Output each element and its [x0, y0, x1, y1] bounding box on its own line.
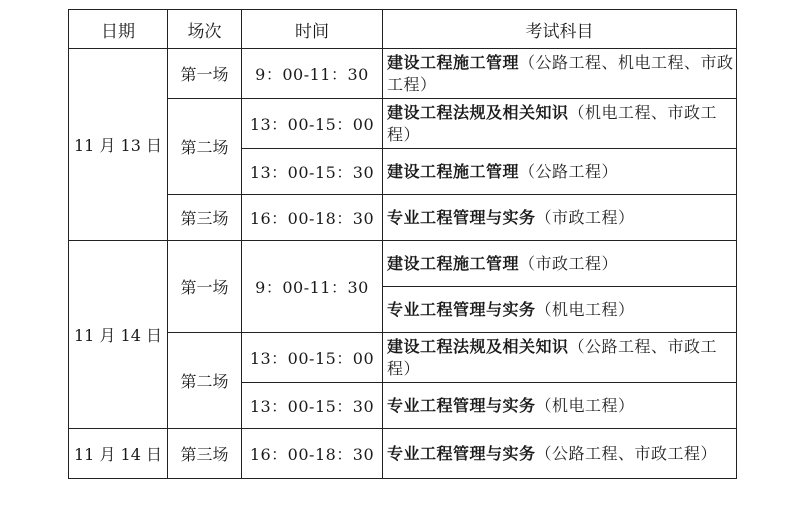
subject-cell — [383, 195, 737, 241]
subject-scope: （市政工程） — [535, 207, 635, 227]
subject-name: 建设工程法规及相关知识 — [387, 336, 569, 356]
time-cell: 13：00-15：00 — [242, 333, 383, 383]
subject-name: 建设工程法规及相关知识 — [387, 102, 569, 122]
subject-name: 专业工程管理与实务 — [387, 207, 536, 227]
subject-name: 建设工程施工管理 — [387, 161, 520, 181]
subject-cell — [383, 333, 737, 383]
time-cell: 9：00-11：30 — [242, 49, 383, 99]
date-cell: 11 月 13 日 — [69, 49, 168, 241]
header-date: 日期 — [69, 10, 168, 49]
header-session: 场次 — [168, 10, 242, 49]
date-cell: 11 月 14 日 — [69, 241, 168, 429]
subject-cell — [383, 49, 737, 99]
subject-scope: （公路工程） — [519, 161, 619, 181]
subject-scope: （公路工程、机电工程、市政工程） — [387, 52, 734, 94]
subject-cell — [383, 383, 737, 429]
subject-name: 专业工程管理与实务 — [387, 443, 536, 463]
session-cell: 第二场 — [168, 333, 242, 429]
table-row — [69, 241, 737, 287]
date-cell: 11 月 14 日 — [69, 429, 168, 479]
subject-cell — [383, 429, 737, 479]
subject-scope: （机电工程、市政工程） — [387, 102, 718, 144]
header-row — [69, 10, 737, 49]
table-row — [69, 429, 737, 479]
subject-scope: （市政工程） — [519, 253, 619, 273]
table-row — [69, 99, 737, 149]
time-cell: 13：00-15：30 — [242, 383, 383, 429]
table-row — [69, 195, 737, 241]
subject-cell — [383, 99, 737, 149]
session-cell: 第一场 — [168, 241, 242, 333]
subject-scope: （公路工程、市政工程） — [535, 443, 718, 463]
time-cell: 13：00-15：30 — [242, 149, 383, 195]
subject-name: 专业工程管理与实务 — [387, 299, 536, 319]
subject-name: 专业工程管理与实务 — [387, 395, 536, 415]
session-cell: 第三场 — [168, 195, 242, 241]
session-cell: 第二场 — [168, 99, 242, 195]
subject-name: 建设工程施工管理 — [387, 52, 520, 72]
time-cell: 13：00-15：00 — [242, 99, 383, 149]
session-cell: 第三场 — [168, 429, 242, 479]
subject-cell — [383, 149, 737, 195]
session-cell: 第一场 — [168, 49, 242, 99]
subject-cell — [383, 287, 737, 333]
subject-scope: （公路工程、市政工程） — [387, 336, 718, 378]
exam-schedule-table — [68, 9, 737, 479]
subject-scope: （机电工程） — [535, 395, 635, 415]
header-time: 时间 — [242, 10, 383, 49]
subject-name: 建设工程施工管理 — [387, 253, 520, 273]
time-cell: 16：00-18：30 — [242, 195, 383, 241]
header-subject: 考试科目 — [383, 10, 737, 49]
time-cell: 9：00-11：30 — [242, 241, 383, 333]
subject-scope: （机电工程） — [535, 299, 635, 319]
table-row — [69, 333, 737, 383]
subject-cell — [383, 241, 737, 287]
time-cell: 16：00-18：30 — [242, 429, 383, 479]
table-row — [69, 49, 737, 99]
